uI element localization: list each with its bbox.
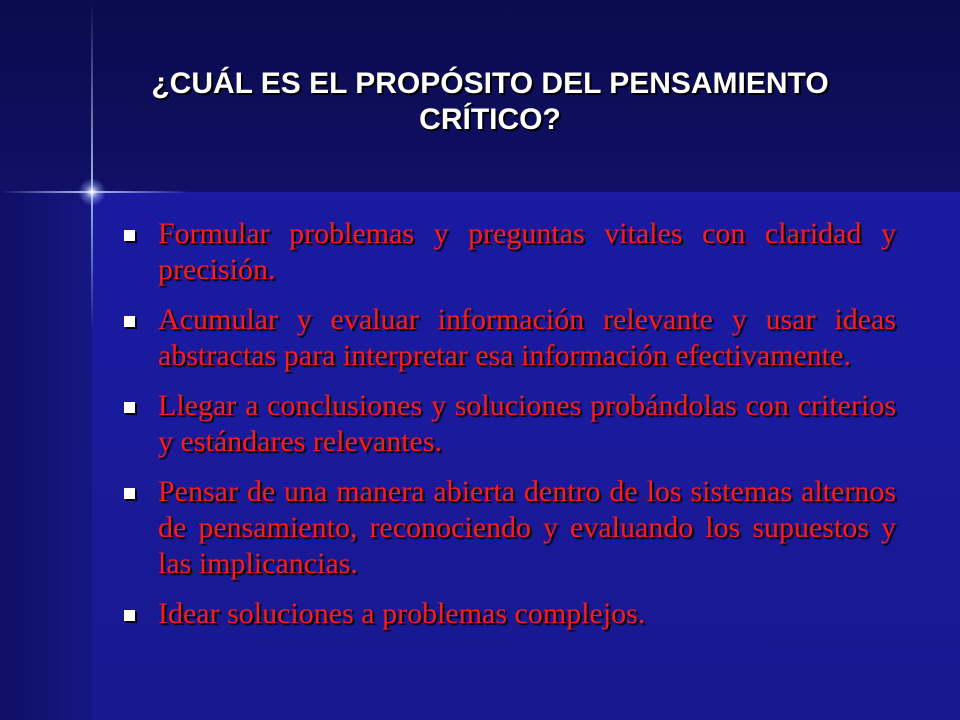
star-glow-vertical [91, 0, 93, 330]
bullet-text: Formular problemas y preguntas vitales con claridad y precisión. [158, 217, 896, 286]
bullet-text: Idear soluciones a problemas complejos. [158, 597, 646, 630]
square-bullet-icon [124, 230, 135, 241]
star-glow-icon [78, 178, 106, 206]
slide-title: ¿CUÁL ES EL PROPÓSITO DEL PENSAMIENTO CRÍTICO? [151, 67, 829, 136]
square-bullet-icon [124, 316, 135, 327]
bullet-item [122, 302, 896, 374]
bullet-list [122, 216, 896, 646]
bullet-item [122, 216, 896, 288]
square-bullet-icon [124, 610, 135, 621]
bullet-item [122, 388, 896, 460]
bullet-text: Llegar a conclusiones y soluciones probándolas con criterios y estándares relevantes. [158, 389, 896, 458]
square-bullet-icon [124, 488, 135, 499]
square-bullet-icon [124, 402, 135, 413]
bullet-item [122, 474, 896, 582]
bullet-item [122, 596, 896, 632]
bullet-text: Pensar de una manera abierta dentro de los sistemas alternos de pensamiento, reconociendo y evaluando los supuestos y las implicancias. [158, 475, 896, 580]
bullet-text: Acumular y evaluar información relevante y usar ideas abstractas para interpretar esa información efectivamente. [158, 303, 896, 372]
